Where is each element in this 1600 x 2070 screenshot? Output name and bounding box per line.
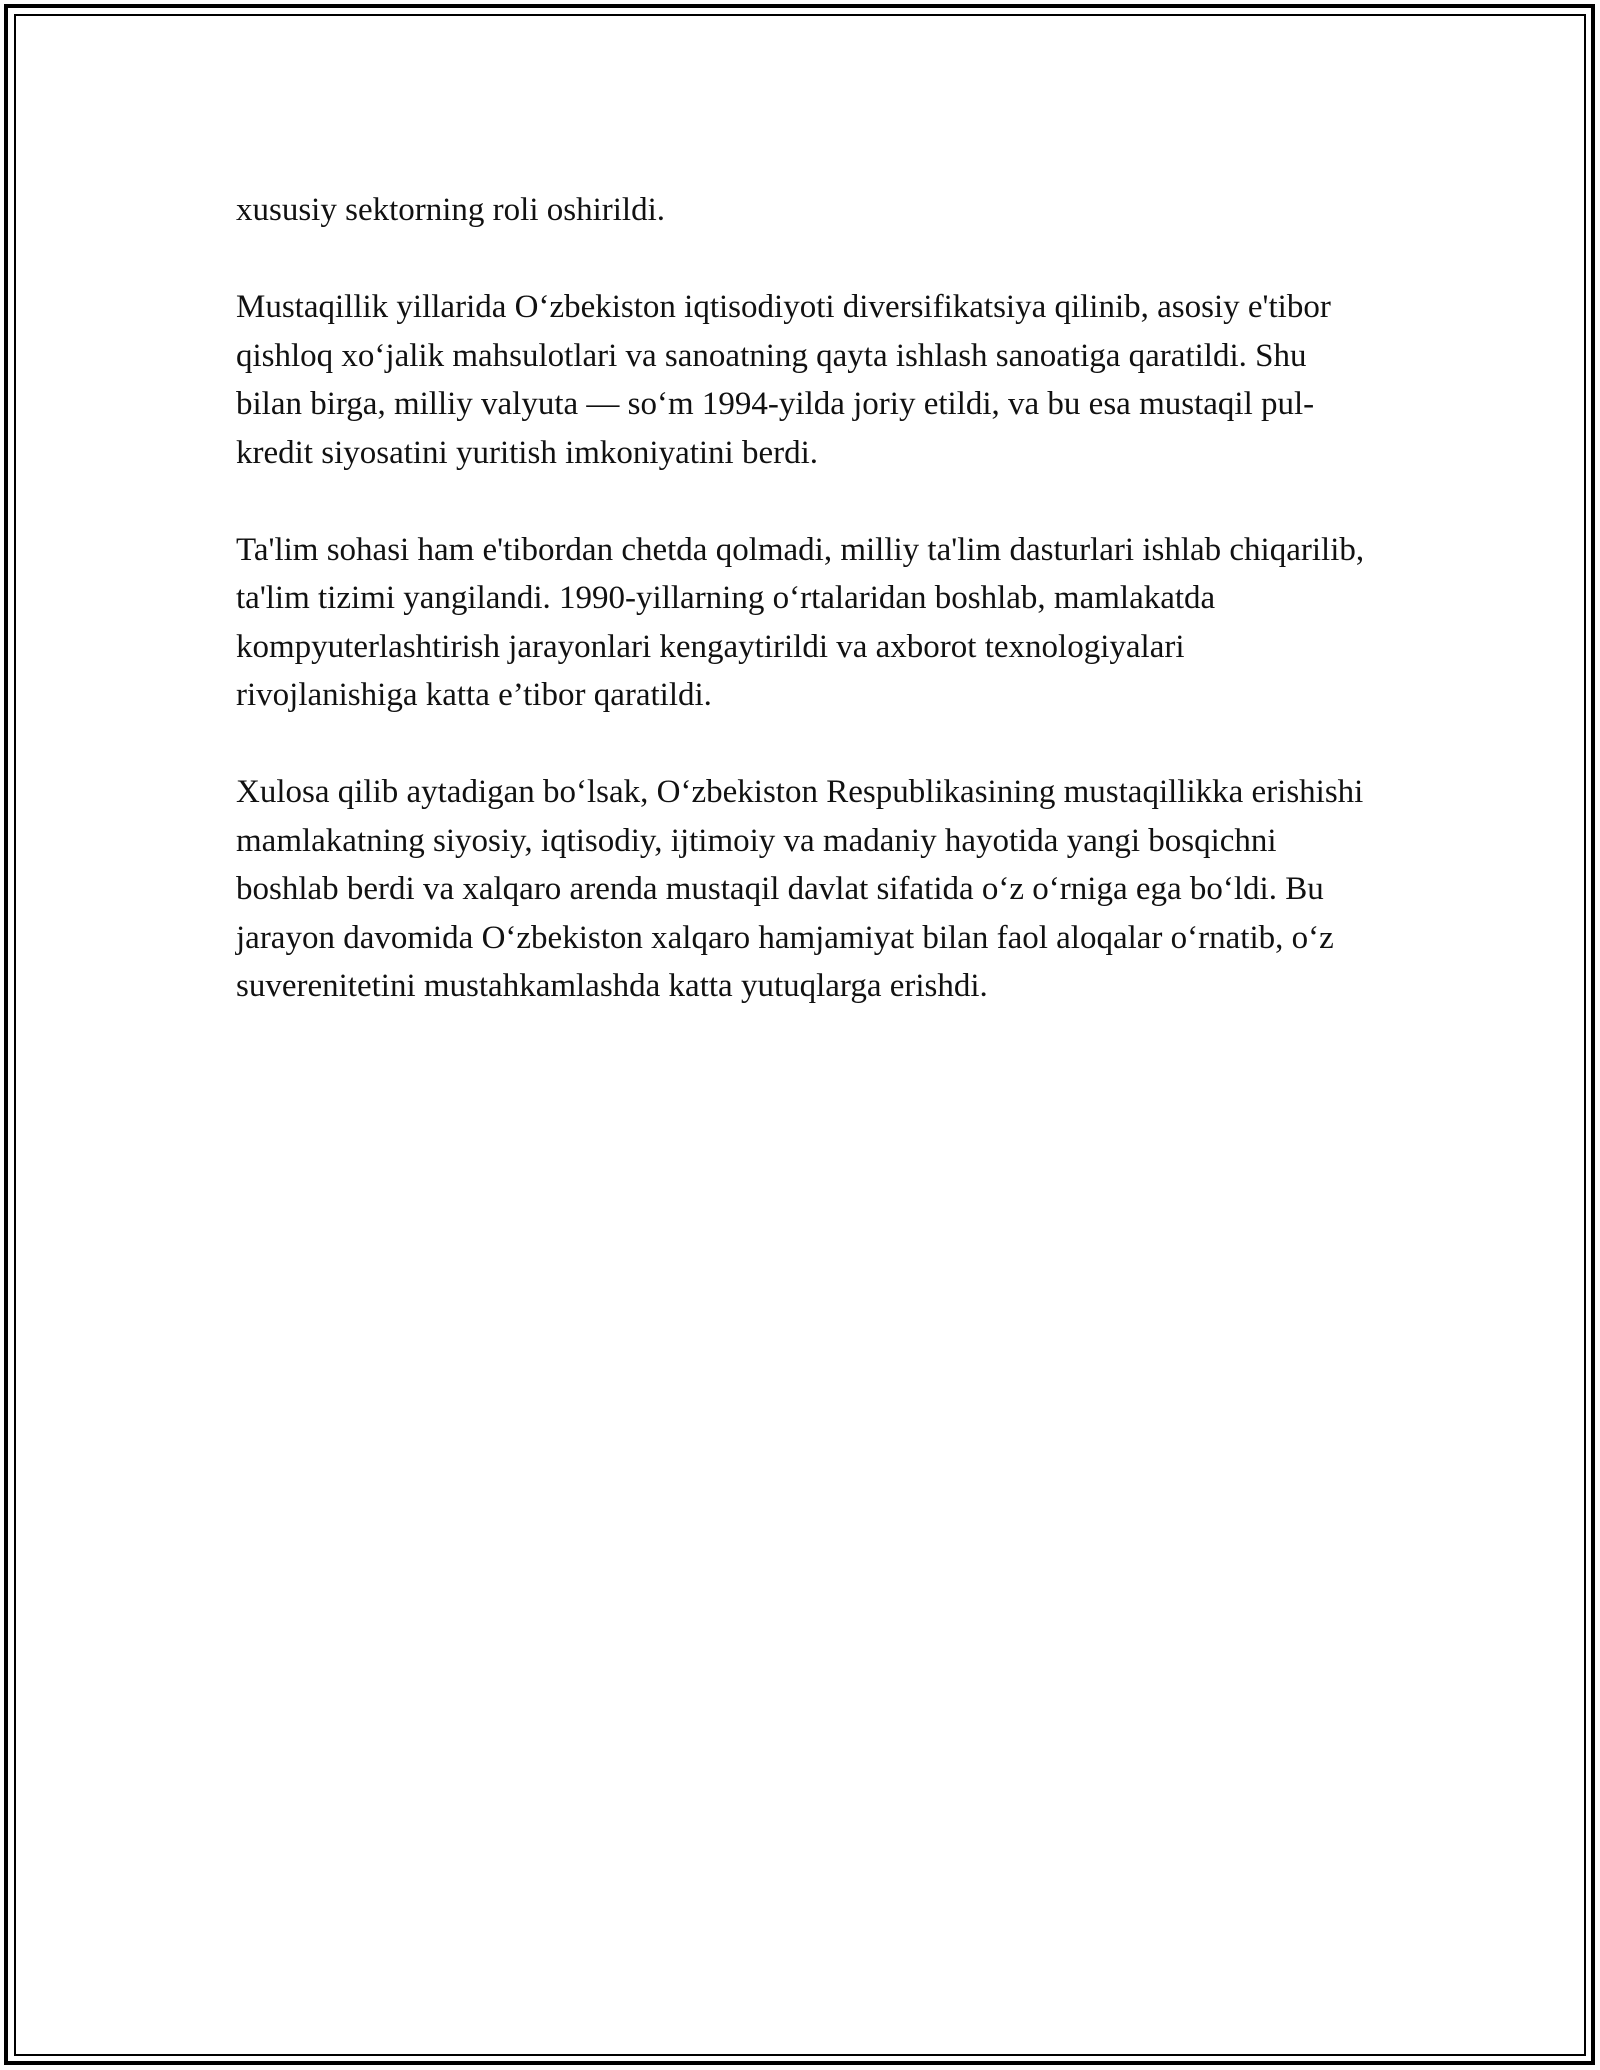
- paragraph-conclusion: Xulosa qilib aytadigan bo‘lsak, O‘zbekiston Respublikasining mustaqillikka erishishi mamlakatning siyosiy, iqtisodiy, ijtimoiy va madaniy hayotida yangi bosqichni boshlab berdi va xalqaro arenda mustaqil davlat sifatida o‘z o‘rniga ega bo‘ldi. Bu jarayon davomida O‘zbekiston xalqaro hamjamiyat bilan faol aloqalar o‘rnatib, o‘z suverenitetini mustahkamlashda katta yutuqlarga erishdi.: [236, 774, 1364, 1004]
- paragraph-economy: Mustaqillik yillarida O‘zbekiston iqtisodiyoti diversifikatsiya qilinib, asosiy e'tibor qishloq xo‘jalik mahsulotlari va sanoatning qayta ishlash sanoatiga qaratildi. Shu bilan birga, milliy valyuta — so‘m 1994-yilda joriy etildi, va bu esa mustaqil pul-kredit siyosatini yuritish imkoniyatini berdi.: [236, 289, 1331, 471]
- paragraph-education: Ta'lim sohasi ham e'tibordan chetda qolmadi, milliy ta'lim dasturlari ishlab chiqarilib, ta'lim tizimi yangilandi. 1990-yillarning o‘rtalaridan boshlab, mamlakatda kompyuterlashtirish jarayonlari kengaytirildi va axborot texnologiyalari rivojlanishiga katta e’tibor qaratildi.: [236, 531, 1365, 713]
- document-body: [236, 186, 1366, 1059]
- paragraph-private-sector: xususiy sektorning roli oshirildi.: [236, 192, 665, 228]
